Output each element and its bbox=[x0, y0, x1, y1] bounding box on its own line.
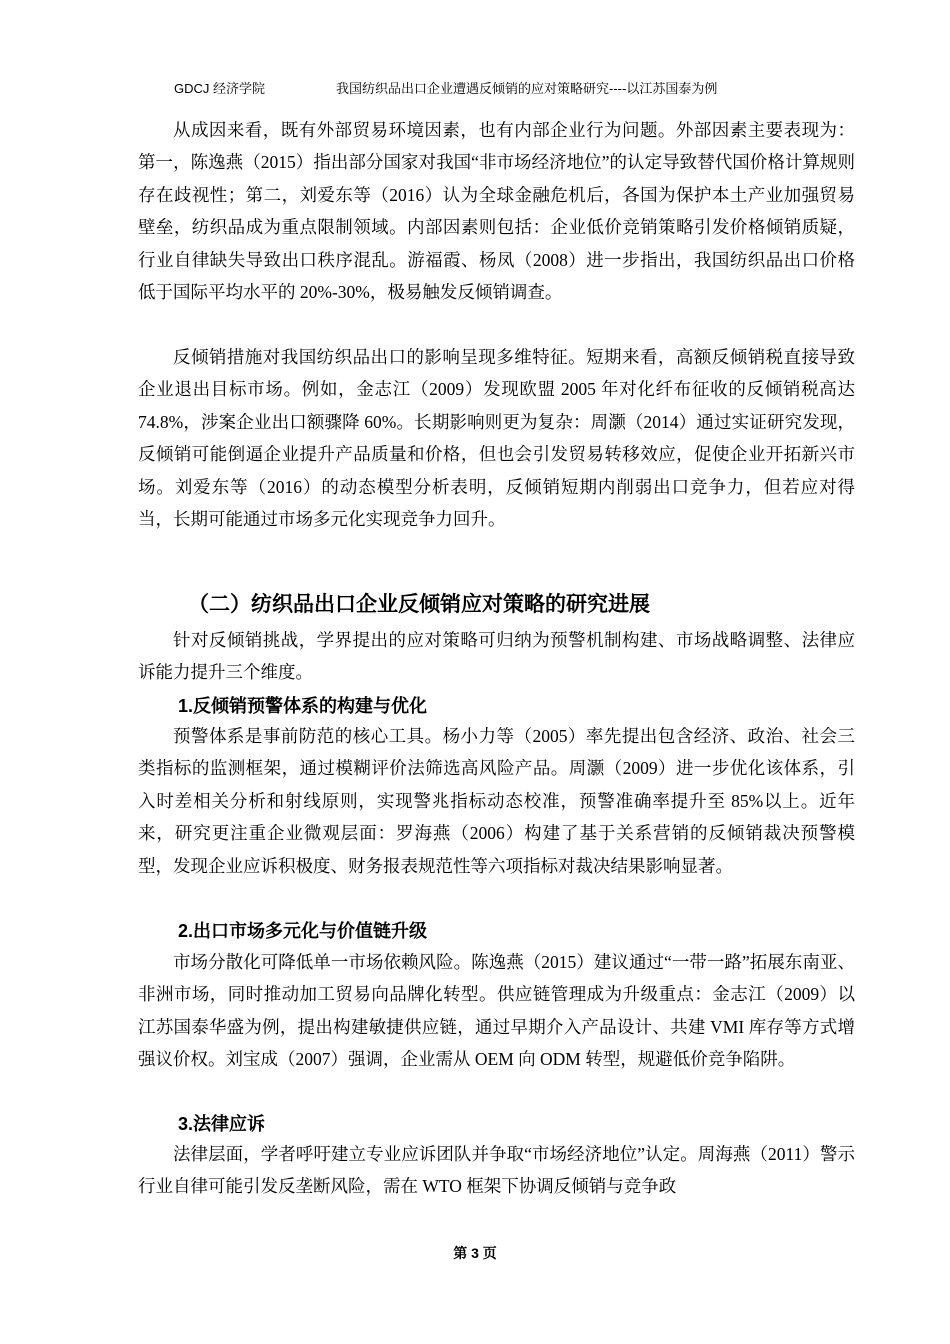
subsection-text-2: 市场分散化可降低单一市场依赖风险。陈逸燕（2015）建议通过“一带一路”拓展东南亚、非洲市场，同时推动加工贸易向品牌化转型。供应链管理成为升级重点：金志江（2009）以江苏国泰华盛为例，提出构建敏捷供应链，通过早期介入产品设计、共建 VMI 库存等方式增强议价权。刘宝成（2007）强调，企业需从 OEM 向 ODM 转型，规避低价竞争陷阱。 bbox=[138, 952, 855, 1070]
page-number: 第 3 页 bbox=[453, 1245, 497, 1261]
section-intro: 针对反倾销挑战，学界提出的应对策略可归纳为预警机制构建、市场战略调整、法律应诉能力提升三个维度。 bbox=[138, 630, 855, 683]
section-heading: （二）纺织品出口企业反倾销应对策略的研究进展 bbox=[188, 593, 650, 616]
paragraph-causes bbox=[138, 114, 855, 308]
subsection-text-1: 预警体系是事前防范的核心工具。杨小力等（2005）率先提出包含经济、政治、社会三类指标的监测框架，通过模糊评价法筛选高风险产品。周灏（2009）进一步优化该体系，引入时差相关分析和射线原则，实现警兆指标动态校准，预警准确率提升至 85%以上。近年来，研究更注重企业微观层面：罗海燕（2006）构建了基于关系营销的反倾销裁决预警模型，发现企业应诉积极度、财务报表规范性等六项指标对裁决结果影响显著。 bbox=[138, 726, 855, 876]
subsection-text-3: 法律层面，学者呼吁建立专业应诉团队并争取“市场经济地位”认定。周海燕（2011）警示行业自律可能引发反垄断风险，需在 WTO 框架下协调反倾销与竞争政 bbox=[138, 1144, 855, 1197]
paragraph: 反倾销措施对我国纺织品出口的影响呈现多维特征。短期来看，高额反倾销税直接导致企业退出目标市场。例如，金志江（2009）发现欧盟 2005 年对化纤布征收的反倾销税高达 74.8%，涉案企业出口额骤降 60%。长期影响则更为复杂：周灏（2014）通过实证研究发现，反倾销可能倒逼企业提升产品质量和价格，但也会引发贸易转移效应，促使企业开拓新兴市场。刘爱东等（2016）的动态模型分析表明，反倾销短期内削弱出口竞争力，但若应对得当，长期可能通过市场多元化实现竞争力回升。 bbox=[138, 347, 855, 530]
header-left: GDCJ 经济学院 bbox=[174, 81, 266, 96]
subsection-heading-1: 1.反倾销预警体系的构建与优化 bbox=[178, 696, 428, 716]
paragraph: 从成因来看，既有外部贸易环境因素，也有内部企业行为问题。外部因素主要表现为：第一，陈逸燕（2015）指出部分国家对我国“非市场经济地位”的认定导致替代国价格计算规则存在歧视性；第二，刘爱东等（2016）认为全球金融危机后，各国为保护本土产业加强贸易壁垒，纺织品成为重点限制领域。内部因素则包括：企业低价竞销策略引发价格倾销质疑，行业自律缺失导致出口秩序混乱。游福霞、杨凤（2008）进一步指出，我国纺织品出口价格低于国际平均水平的 20%-30%，极易触发反倾销调查。 bbox=[138, 120, 855, 303]
subsection-heading-2: 2.出口市场多元化与价值链升级 bbox=[178, 921, 428, 941]
header-title: 我国纺织品出口企业遭遇反倾销的应对策略研究----以江苏国泰为例 bbox=[336, 81, 718, 96]
paragraph-impact bbox=[138, 341, 855, 535]
subsection-heading-3: 3.法律应诉 bbox=[178, 1114, 266, 1134]
